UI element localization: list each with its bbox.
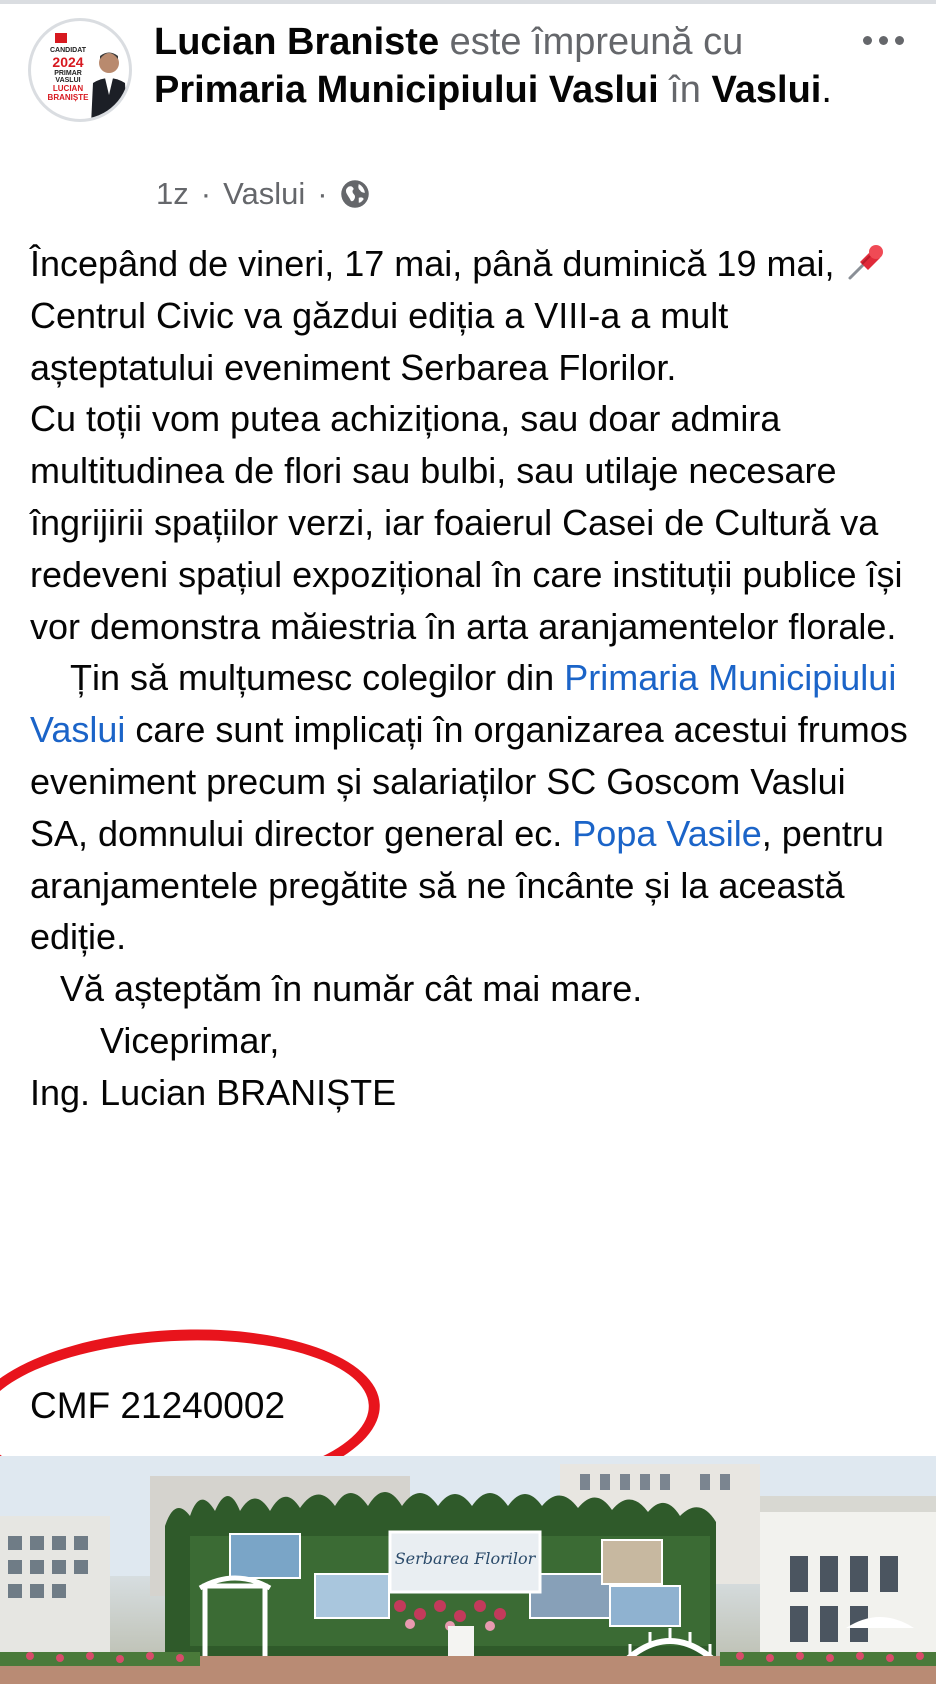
paragraph-1-start: Începând de vineri, 17 mai, până duminică 19 mai, — [30, 243, 845, 284]
paragraph-4: Vă așteptăm în număr cât mai mare. — [30, 968, 643, 1010]
paragraph-5: Viceprimar, — [30, 1019, 280, 1061]
tagged-page-name[interactable]: Primaria Municipiului Vaslui — [154, 69, 659, 111]
author-avatar[interactable] — [28, 18, 132, 122]
paragraph-2: Cu toții vom putea achiziționa, sau doar admira multitudinea de flori sau bulbi, sau utilaje necesare îngrijirii spațiilor verzi, iar foaierul Casei de Cultură va redeveni spațiul expozițional în care instituții publice își vor demonstra măiestria în arta aranjamentelor florale. — [30, 398, 913, 647]
paragraph-3-middle: care sunt implicați în organizarea acestui frumos eveniment precum și salariaților SC Goscom Vaslui SA, domnului director general ec. — [30, 709, 918, 854]
post-time[interactable]: 1z — [156, 176, 189, 211]
pushpin-emoji-icon — [844, 242, 888, 282]
location-name[interactable]: Vaslui — [711, 69, 822, 111]
post-body — [30, 238, 918, 1119]
mention-popa-vasile-link[interactable]: Popa Vasile — [572, 812, 762, 854]
author-name[interactable]: Lucian Braniste — [154, 21, 440, 63]
badge-year: 2024 — [52, 54, 84, 70]
meta-separator: · — [200, 176, 212, 211]
globe-icon[interactable] — [340, 179, 370, 209]
post-photo[interactable] — [0, 1456, 936, 1684]
paragraph-1-end: Centrul Civic va găzdui ediția a VIII-a a mult așteptatului eveniment Serbarea Florilor. — [30, 243, 899, 388]
header-period: . — [821, 69, 832, 111]
paragraph-1 — [30, 238, 910, 393]
top-divider — [0, 0, 936, 4]
cmf-code: CMF 21240002 — [30, 1385, 286, 1426]
in-connector: în — [669, 69, 701, 111]
meta-separator: · — [317, 176, 328, 211]
flower-festival-scene — [0, 1456, 936, 1684]
badge-line3: PRIMAR VASLUI — [54, 70, 82, 84]
post-meta — [156, 172, 370, 216]
badge-line1: CANDIDAT — [49, 47, 87, 54]
festival-sign-text: Serbarea Florilor — [394, 1549, 536, 1568]
post-location[interactable]: Vaslui — [223, 176, 306, 211]
paragraph-3-end: , pentru aranjamentele pregătite să ne încânte și la această ediție. — [30, 812, 894, 958]
with-connector: este împreună cu — [449, 21, 744, 63]
mention-primaria-link[interactable]: Primaria Municipiului Vaslui — [30, 657, 907, 751]
post-header — [154, 18, 844, 114]
signature-line: Ing. Lucian BRANIȘTE — [30, 1071, 397, 1113]
avatar-campaign-badge — [43, 33, 93, 109]
badge-name: LUCIAN BRANIȘTE — [47, 84, 89, 102]
paragraph-3 — [30, 652, 918, 963]
avatar-person-photo — [89, 45, 129, 122]
paragraph-3-start: Țin să mulțumesc colegilor din — [30, 657, 565, 699]
more-options-icon[interactable] — [863, 24, 907, 54]
